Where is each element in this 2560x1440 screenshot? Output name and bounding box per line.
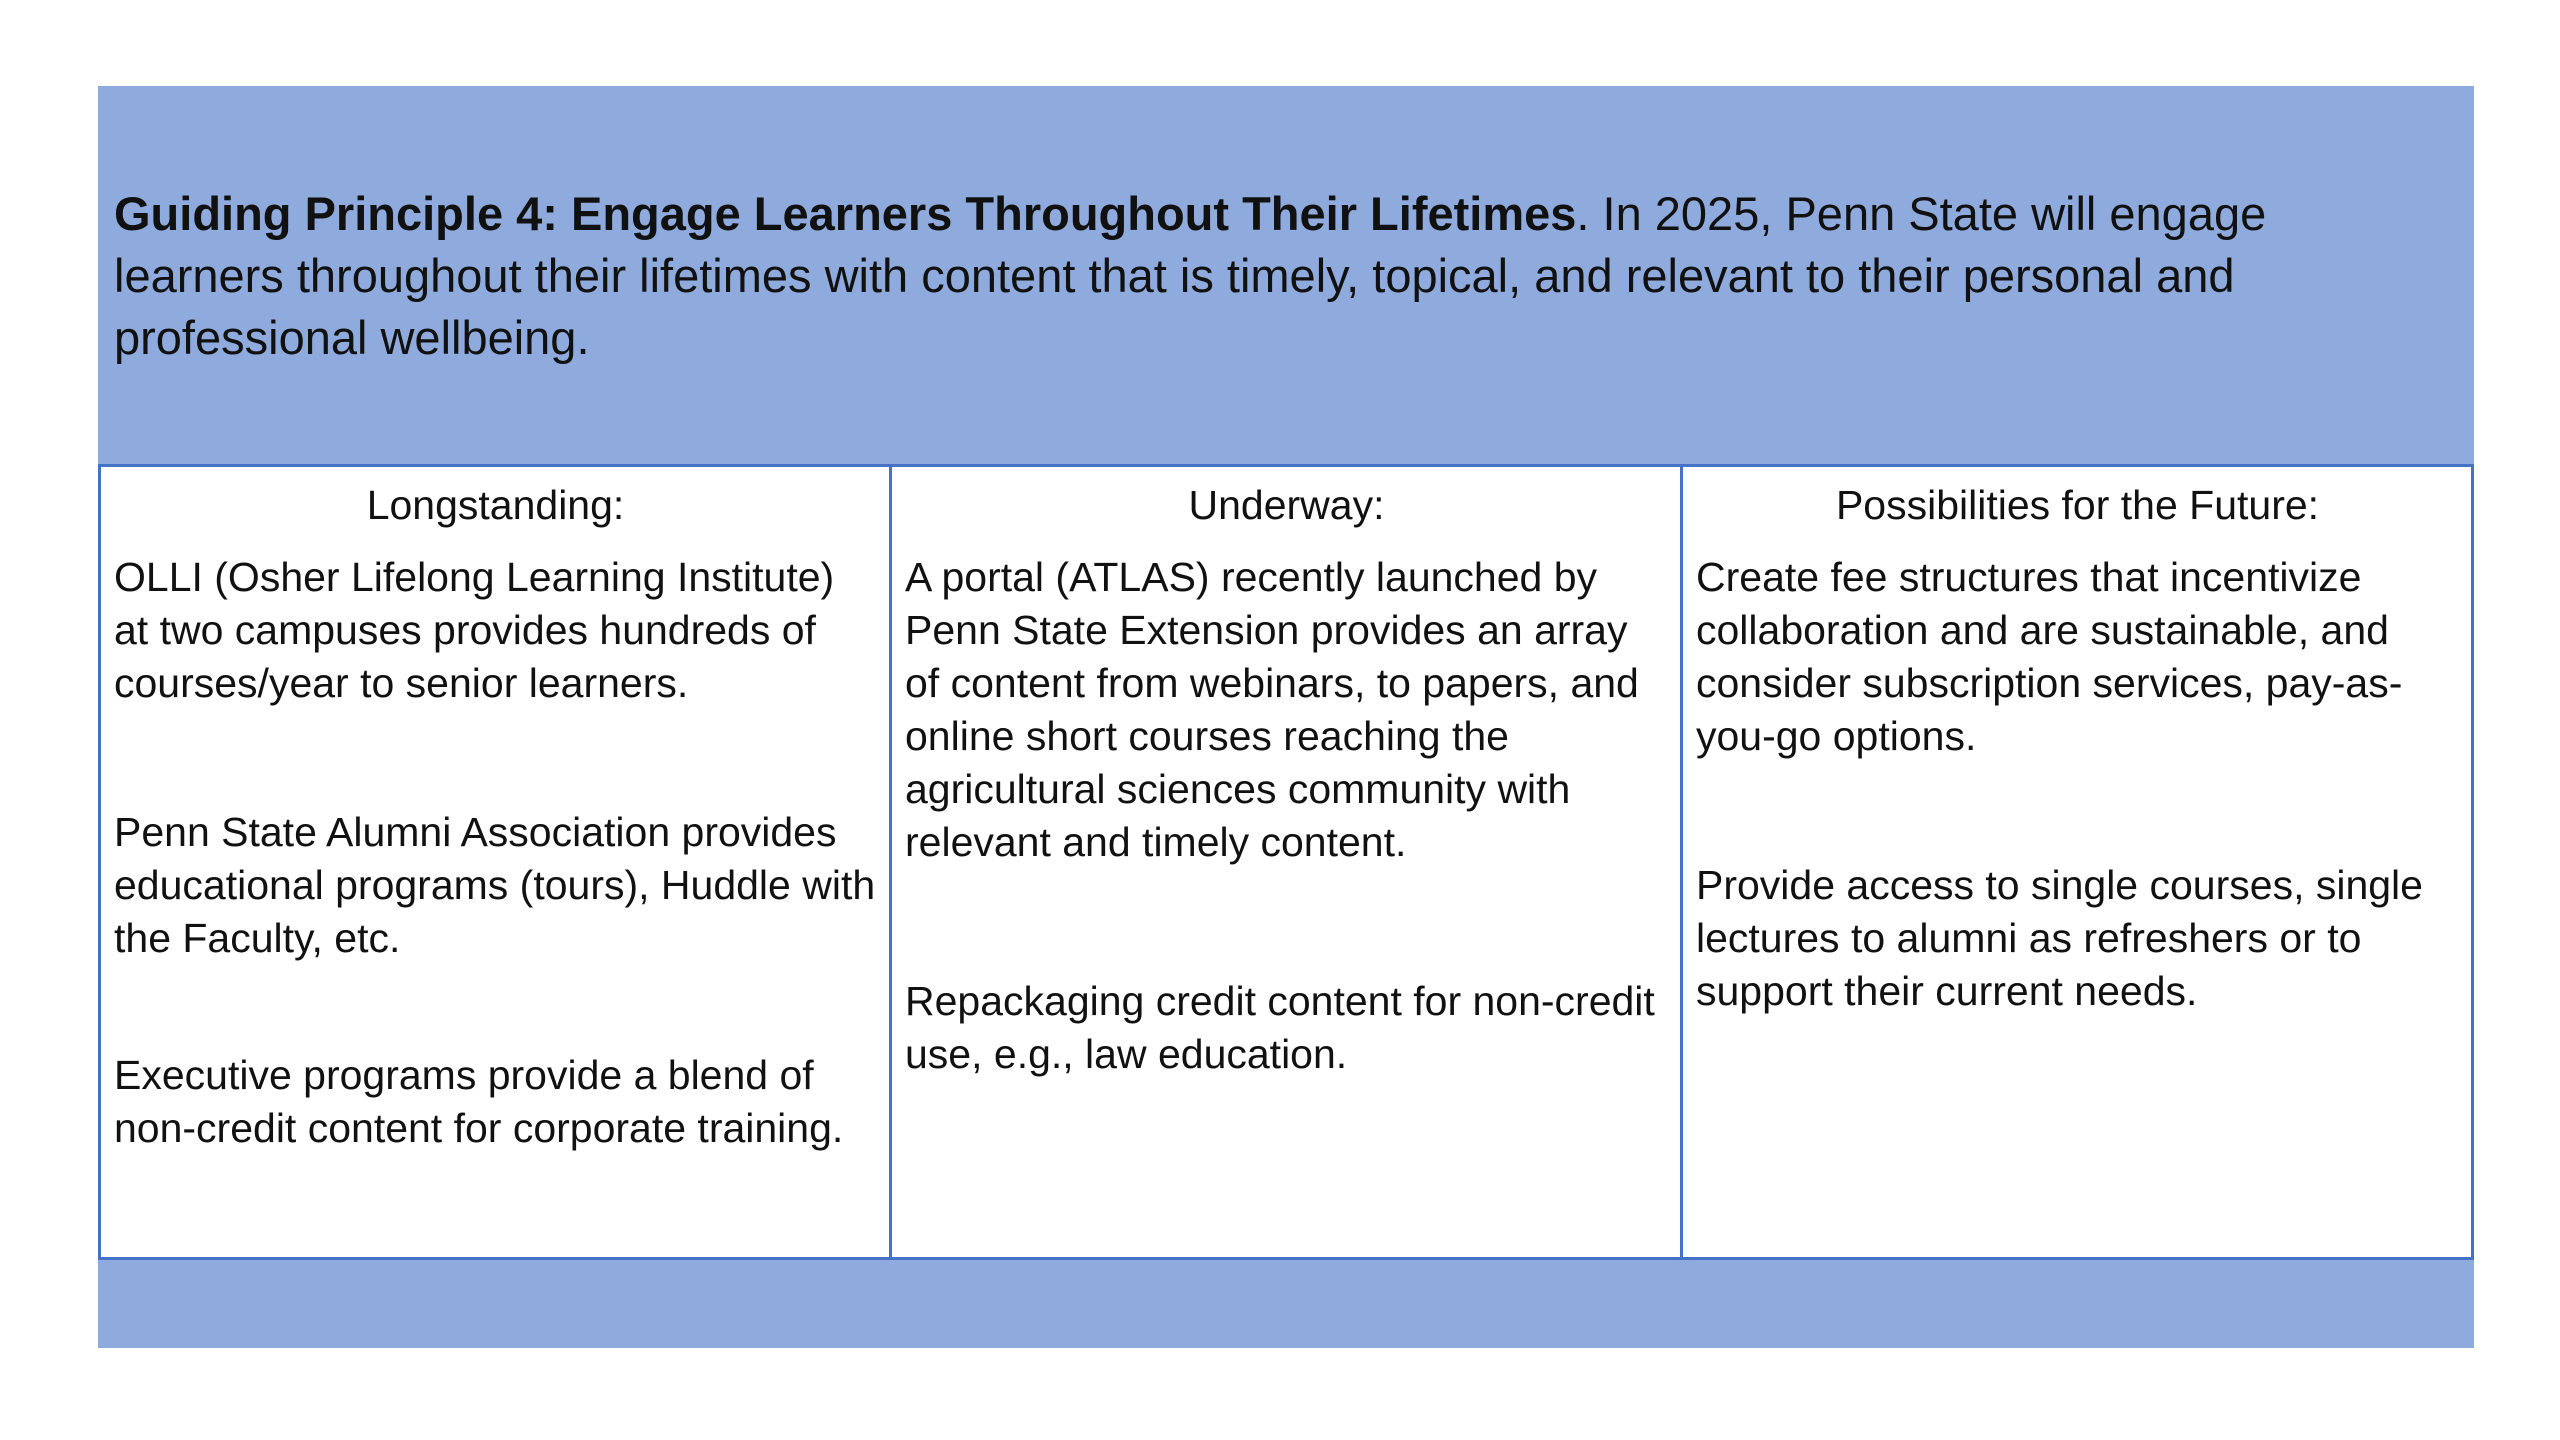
future-item-single-courses: Provide access to single courses, single lectures to alumni as refreshers or to support their current needs.	[1696, 862, 2423, 1014]
guiding-principle-statement	[114, 183, 2444, 369]
guiding-principle-body: . In 2025, Penn State will engage learners throughout their lifetimes with content that is timely, topical, and relevant to their personal and professional wellbeing.	[114, 187, 2267, 364]
slide-panel	[98, 86, 2474, 1348]
underway-item-atlas-portal: A portal (ATLAS) recently launched by Penn State Extension provides an array of content from webinars, to papers, and online short courses reaching the agricultural sciences community with relevant and timely content.	[905, 554, 1639, 865]
longstanding-item-olli: OLLI (Osher Lifelong Learning Institute) at two campuses provides hundreds of courses/year to senior learners.	[114, 554, 835, 706]
column-header-underway: Underway:	[1188, 482, 1385, 528]
column-longstanding	[101, 467, 889, 1257]
column-future	[1680, 467, 2471, 1257]
longstanding-item-executive-programs: Executive programs provide a blend of non-credit content for corporate training.	[114, 1052, 844, 1151]
future-item-fee-structures: Create fee structures that incentivize collaboration and are sustainable, and consider subscription services, pay-as-you-go options.	[1696, 554, 2403, 759]
principle-columns-table	[98, 464, 2474, 1260]
longstanding-item-alumni-association: Penn State Alumni Association provides educational programs (tours), Huddle with the Faculty, etc.	[114, 809, 876, 961]
column-header-future: Possibilities for the Future:	[1835, 482, 2320, 528]
column-header-longstanding: Longstanding:	[366, 482, 625, 528]
underway-item-repackaging-credit: Repackaging credit content for non-credit use, e.g., law education.	[905, 978, 1655, 1077]
guiding-principle-title: Guiding Principle 4: Engage Learners Throughout Their Lifetimes	[114, 187, 1577, 240]
column-underway	[889, 467, 1680, 1257]
